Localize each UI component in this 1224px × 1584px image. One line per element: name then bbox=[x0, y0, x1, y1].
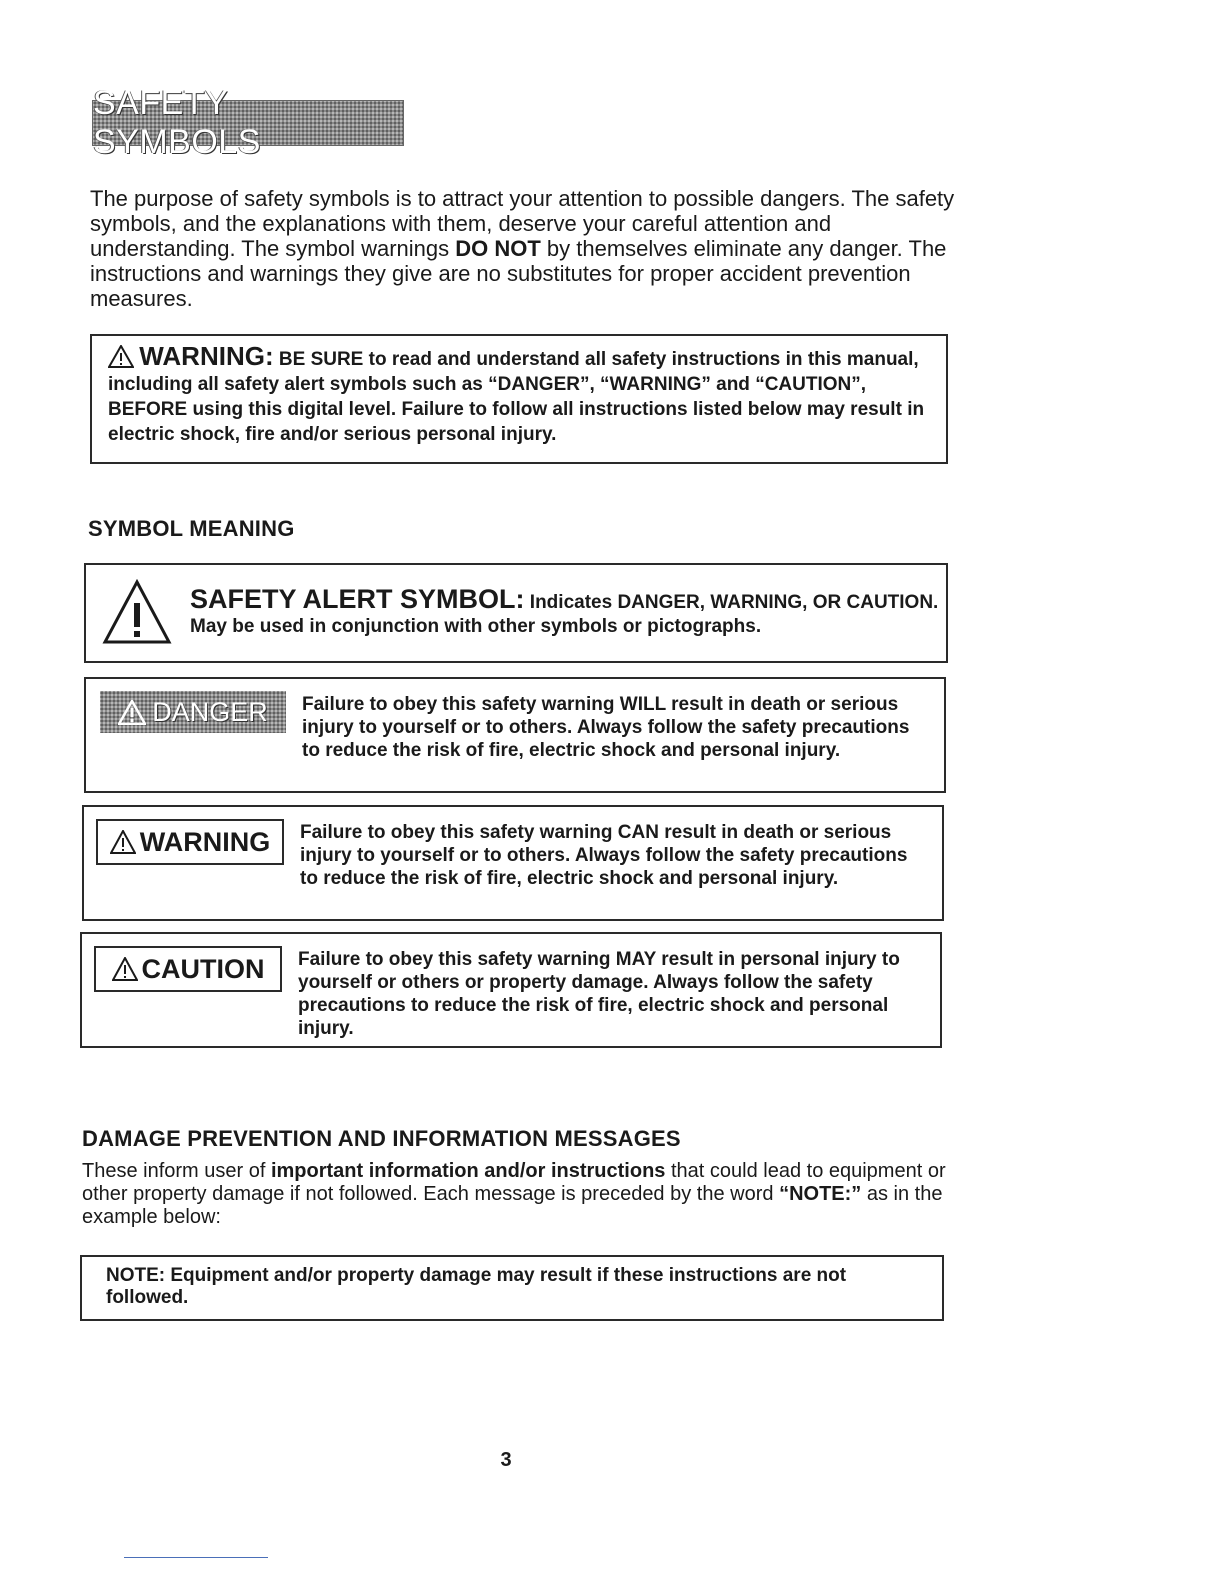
general-warning-label: WARNING: bbox=[139, 341, 274, 371]
safety-alert-triangle-icon bbox=[102, 579, 172, 645]
intro-text-2: by themselves eliminate any danger. The instructions and warnings they give are no substitutes for proper accident prevention measures. bbox=[90, 236, 947, 311]
caution-label: CAUTION bbox=[141, 953, 265, 984]
danger-box bbox=[84, 677, 946, 793]
section-title: SAFETY SYMBOLS bbox=[93, 84, 261, 161]
warning-text: Failure to obey this safety warning CAN result in death or serious injury to yourself or to others. Always follow the safety precautions to reduce the risk of fire, electric shock and personal injury. bbox=[300, 822, 908, 889]
warning-box bbox=[82, 805, 944, 921]
warning-triangle-icon bbox=[110, 830, 136, 854]
warning-label: WARNING bbox=[139, 826, 271, 857]
damage-prevention-heading: DAMAGE PREVENTION AND INFORMATION MESSAGES bbox=[82, 1126, 681, 1151]
danger-label: DANGER bbox=[152, 696, 268, 727]
symbol-meaning-heading: SYMBOL MEANING bbox=[88, 516, 295, 541]
safety-alert-label: SAFETY ALERT SYMBOL: bbox=[190, 584, 525, 614]
note-example-box bbox=[80, 1255, 944, 1321]
warning-triangle-icon bbox=[108, 345, 134, 368]
damage-intro-text-2: that could lead to equipment or other property damage if not followed. Each message is preceded by the word bbox=[82, 1160, 946, 1205]
caution-text: Failure to obey this safety warning MAY result in personal injury to yourself or others or property damage. Always follow the safety precautions to reduce the risk of fire, electric shock and personal injury. bbox=[298, 949, 900, 1039]
caution-box bbox=[80, 932, 942, 1048]
caution-triangle-icon bbox=[112, 957, 138, 981]
danger-text: Failure to obey this safety warning WILL result in death or serious injury to yourself or to others. Always follow the safety precautions to reduce the risk of fire, electric shock and personal injury. bbox=[302, 694, 910, 761]
danger-label-badge bbox=[100, 691, 286, 733]
damage-intro-emphasis-1: important information and/or instructions bbox=[270, 1160, 666, 1182]
safety-alert-body: Indicates DANGER, WARNING, OR CAUTION. May be used in conjunction with other symbols or pictographs. bbox=[190, 592, 939, 637]
intro-text-1: The purpose of safety symbols is to attract your attention to possible dangers. The safety symbols, and the explanations with them, deserve your careful attention and understanding. The symbol warnings bbox=[90, 186, 955, 261]
damage-intro-emphasis-2: “NOTE:” bbox=[779, 1183, 862, 1205]
danger-triangle-icon bbox=[118, 700, 146, 725]
damage-prevention-intro bbox=[82, 1160, 962, 1229]
intro-paragraph bbox=[90, 186, 970, 311]
safety-alert-text bbox=[190, 584, 940, 639]
section-banner bbox=[92, 84, 404, 161]
general-warning-body: BE SURE to read and understand all safety instructions in this manual, including all safety alert symbols such as “DANGER”, “WARNING” and “CAUTION”, BEFORE using this digital level. Failure to follow all instructions listed below may result in electric shock, fire and/or serious personal injury. bbox=[108, 349, 925, 445]
damage-intro-text-1: These inform user of bbox=[82, 1160, 271, 1182]
safety-alert-box bbox=[84, 563, 948, 663]
general-warning-box bbox=[90, 334, 948, 464]
footer-divider bbox=[124, 1557, 268, 1558]
note-example-text: NOTE: Equipment and/or property damage may result if these instructions are not followed. bbox=[106, 1265, 847, 1308]
general-warning-text bbox=[108, 341, 928, 447]
page-number: 3 bbox=[500, 1449, 512, 1471]
damage-intro-text-3: as in the example below: bbox=[82, 1183, 943, 1228]
caution-label-badge bbox=[94, 946, 282, 992]
intro-emphasis: DO NOT bbox=[455, 236, 541, 261]
warning-label-badge bbox=[96, 819, 284, 865]
